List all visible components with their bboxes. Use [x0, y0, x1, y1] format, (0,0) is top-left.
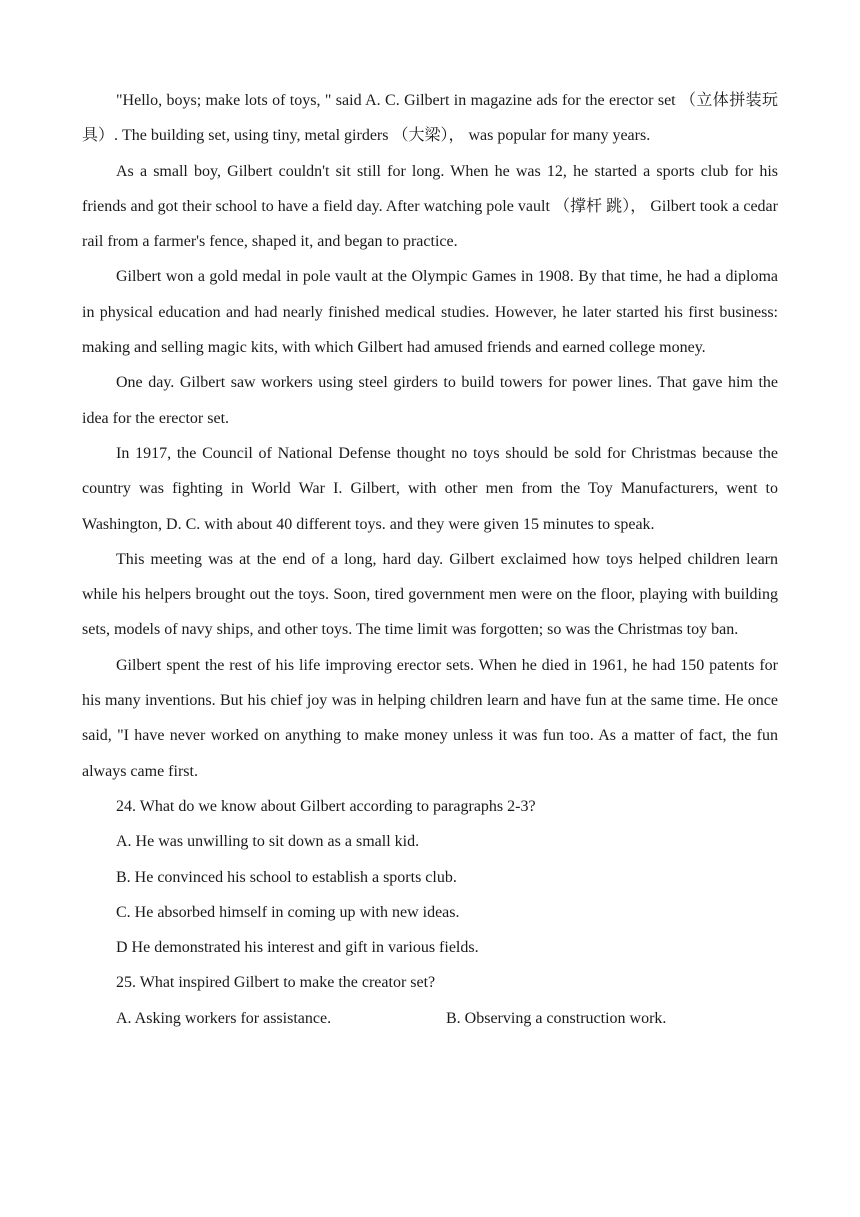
- question-24-option-a: A. He was unwilling to sit down as a small kid.: [116, 833, 420, 851]
- question-25-stem: 25. What inspired Gilbert to make the creator set?: [116, 974, 436, 992]
- reading-passage: [82, 83, 778, 1036]
- question-24: [82, 789, 778, 965]
- paragraph-6: This meeting was at the end of a long, hard day. Gilbert exclaimed how toys helped children learn while his helpers brought out the toys. Soon, tired government men were on the floor, playing with building sets, models of navy ships, and other toys. The time limit was forgotten; so was the Christmas toy ban.: [82, 550, 778, 639]
- question-25-options-row: [82, 1001, 778, 1036]
- paragraph-1: "Hello, boys; make lots of toys, " said A. C. Gilbert in magazine ads for the erector set （立体拼装玩具）. The building set, using tiny, metal girders （大梁）， was popular for many years.: [82, 92, 778, 145]
- question-24-option-c: C. He absorbed himself in coming up with new ideas.: [116, 903, 460, 921]
- paragraph-4: One day. Gilbert saw workers using steel girders to build towers for power lines. That gave him the idea for the erector set.: [82, 374, 778, 427]
- question-25-option-a: A. Asking workers for assistance.: [116, 1009, 332, 1027]
- paragraph-5: In 1917, the Council of National Defense thought no toys should be sold for Christmas because the country was fighting in World War I. Gilbert, with other men from the Toy Manufacturers, went to Washington, D. C. with about 40 different toys. and they were given 15 minutes to speak.: [82, 444, 778, 533]
- paragraph-7: Gilbert spent the rest of his life improving erector sets. When he died in 1961, he had 150 patents for his many inventions. But his chief joy was in helping children learn and have fun at the same time. He once said, "I have never worked on anything to make money unless it was fun too. As a matter of fact, the fun always came first.: [82, 656, 778, 780]
- paragraph-2: As a small boy, Gilbert couldn't sit still for long. When he was 12, he started a sports club for his friends and got their school to have a field day. After watching pole vault （撑杆 跳）， Gilbert took a cedar rail from a farmer's fence, shaped it, and began to practice.: [82, 162, 778, 251]
- question-25: [82, 965, 778, 1036]
- paragraph-3: Gilbert won a gold medal in pole vault at the Olympic Games in 1908. By that time, he had a diploma in physical education and had nearly finished medical studies. However, he later started his first business: making and selling magic kits, with which Gilbert had amused friends and earned college money.: [82, 268, 778, 357]
- question-24-option-d: D He demonstrated his interest and gift in various fields.: [116, 939, 479, 957]
- question-24-option-b: B. He convinced his school to establish a sports club.: [116, 868, 457, 886]
- question-24-stem: 24. What do we know about Gilbert according to paragraphs 2-3?: [116, 797, 536, 815]
- question-25-option-b: B. Observing a construction work.: [446, 1009, 667, 1027]
